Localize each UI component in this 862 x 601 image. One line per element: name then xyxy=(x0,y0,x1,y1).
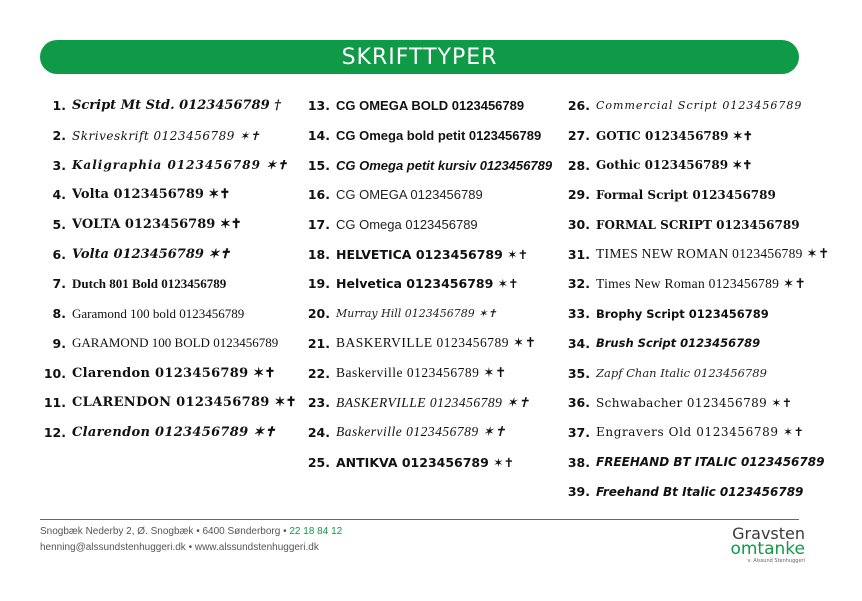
font-item-number: 39. xyxy=(567,484,590,500)
font-item-number: 16. xyxy=(307,187,330,203)
logo-line-1: Gravsten xyxy=(732,524,805,543)
company-logo xyxy=(705,524,805,564)
footer-address-line xyxy=(40,524,342,540)
font-item-sample: Garamond 100 bold 0123456789 xyxy=(72,305,245,321)
font-list-item xyxy=(304,299,564,329)
font-item-number: 17. xyxy=(307,217,330,233)
font-list-item xyxy=(304,239,564,269)
font-item-number: 26. xyxy=(567,98,590,114)
font-item-number: 29. xyxy=(567,187,590,203)
font-item-sample: Brush Script 0123456789 xyxy=(596,336,761,351)
footer xyxy=(40,524,342,556)
font-item-sample: VOLTA 0123456789 ✶✝ xyxy=(72,217,242,233)
font-item-sample: GARAMOND 100 BOLD 0123456789 xyxy=(72,335,279,351)
font-item-sample: Schwabacher 0123456789 ✶✝ xyxy=(596,395,793,410)
font-list-item xyxy=(564,150,854,180)
font-list-item xyxy=(304,121,564,151)
font-list-item xyxy=(40,329,300,359)
font-list-item xyxy=(564,299,854,329)
font-item-number: 37. xyxy=(567,424,590,440)
font-item-sample: Volta 0123456789 ✶✝ xyxy=(72,246,231,262)
font-item-sample: Dutch 801 Bold 0123456789 xyxy=(72,275,227,291)
font-item-sample: Engravers Old 0123456789 ✶✝ xyxy=(596,425,805,440)
font-item-sample: Baskerville 0123456789 ✶✝ xyxy=(336,365,507,381)
font-item-sample: Clarendon 0123456789 ✶✝ xyxy=(72,424,276,440)
font-list-item xyxy=(564,239,854,269)
font-item-sample: Times New Roman 0123456789 ✶✝ xyxy=(596,275,807,291)
page-title: SKRIFTTYPER xyxy=(341,44,498,70)
font-list-item xyxy=(564,269,854,299)
font-item-number: 27. xyxy=(567,128,590,144)
font-item-number: 13. xyxy=(307,98,330,114)
font-list-item xyxy=(304,210,564,240)
font-item-sample: GOTIC 0123456789 ✶✝ xyxy=(596,128,753,143)
font-item-number: 19. xyxy=(307,276,330,292)
font-item-sample: FORMAL SCRIPT 0123456789 xyxy=(596,217,800,232)
font-item-sample: Commercial Script 0123456789 xyxy=(596,99,803,113)
font-item-sample: TIMES NEW ROMAN 0123456789 ✶✝ xyxy=(596,246,830,262)
font-item-sample: CLARENDON 0123456789 ✶✝ xyxy=(72,395,297,411)
font-item-number: 9. xyxy=(52,335,66,351)
font-item-sample: Gothic 0123456789 ✶✝ xyxy=(596,158,753,173)
font-item-number: 22. xyxy=(307,365,330,381)
font-item-number: 21. xyxy=(307,335,330,351)
font-list-item xyxy=(564,418,854,448)
font-item-number: 24. xyxy=(307,424,330,440)
font-list-item xyxy=(40,150,300,180)
font-item-sample: CG Omega 0123456789 xyxy=(336,217,478,233)
font-list-item xyxy=(304,150,564,180)
font-list-item xyxy=(564,358,854,388)
font-item-number: 8. xyxy=(52,306,66,322)
logo-line-2: omtanke xyxy=(730,539,805,559)
font-list-item xyxy=(304,447,564,477)
font-item-sample: ANTIKVA 0123456789 ✶✝ xyxy=(336,454,515,470)
font-item-sample: BASKERVILLE 0123456789 ✶✝ xyxy=(336,335,537,351)
font-item-number: 20. xyxy=(307,306,330,322)
font-list-item xyxy=(564,180,854,210)
font-item-sample: Baskerville 0123456789 ✶✝ xyxy=(336,424,507,440)
font-list-item xyxy=(40,239,300,269)
font-list-item xyxy=(304,91,564,121)
font-list-item xyxy=(564,210,854,240)
font-item-sample: CG Omega bold petit 0123456789 xyxy=(336,128,542,144)
footer-divider xyxy=(40,519,799,520)
font-item-number: 30. xyxy=(567,217,590,233)
font-list-item xyxy=(40,180,300,210)
font-list-item xyxy=(40,121,300,151)
font-item-sample: Script Mt Std. 0123456789 † xyxy=(72,98,281,114)
font-item-number: 23. xyxy=(307,395,330,411)
font-list-item xyxy=(304,388,564,418)
font-item-sample: CG OMEGA 0123456789 xyxy=(336,187,483,203)
font-list-item xyxy=(564,91,854,121)
font-item-number: 38. xyxy=(567,454,590,470)
font-item-number: 34. xyxy=(567,335,590,351)
font-item-number: 3. xyxy=(52,157,66,173)
font-item-number: 1. xyxy=(52,98,66,114)
font-list-item xyxy=(40,269,300,299)
font-item-number: 28. xyxy=(567,157,590,173)
font-item-sample: Murray Hill 0123456789 ✶✝ xyxy=(336,307,497,321)
title-banner xyxy=(40,40,799,74)
font-list-column-3 xyxy=(564,91,854,507)
footer-phone: 22 18 84 12 xyxy=(289,526,343,537)
font-list-item xyxy=(564,477,854,507)
font-list-item xyxy=(40,299,300,329)
font-item-number: 7. xyxy=(52,276,66,292)
font-item-number: 18. xyxy=(307,246,330,262)
font-item-sample: Kaligraphia 0123456789 ✶✝ xyxy=(72,158,289,173)
font-list-item xyxy=(564,329,854,359)
font-item-number: 15. xyxy=(307,157,330,173)
font-item-number: 33. xyxy=(567,306,590,322)
font-item-number: 10. xyxy=(43,365,66,381)
font-item-sample: Skriveskrift 0123456789 ✶✝ xyxy=(72,128,261,143)
font-list-item xyxy=(564,447,854,477)
font-item-sample: Volta 0123456789 ✶✝ xyxy=(72,187,231,203)
font-list-item xyxy=(564,388,854,418)
font-item-number: 5. xyxy=(52,217,66,233)
font-item-number: 32. xyxy=(567,276,590,292)
font-item-sample: CG OMEGA BOLD 0123456789 xyxy=(336,98,525,114)
font-item-sample: Brophy Script 0123456789 xyxy=(596,306,769,321)
font-item-sample: Freehand Bt Italic 0123456789 xyxy=(596,484,804,499)
font-item-sample: Formal Script 0123456789 xyxy=(596,187,776,202)
font-list-item xyxy=(40,388,300,418)
font-item-number: 35. xyxy=(567,365,590,381)
font-item-sample: Clarendon 0123456789 ✶✝ xyxy=(72,365,276,381)
font-item-number: 12. xyxy=(43,424,66,440)
font-list-item xyxy=(304,329,564,359)
font-list-item xyxy=(40,210,300,240)
font-list-item xyxy=(40,91,300,121)
font-item-sample: Zapf Chan Italic 0123456789 xyxy=(596,366,767,381)
font-item-sample: CG Omega petit kursiv 0123456789 xyxy=(336,157,553,173)
font-item-sample: BASKERVILLE 0123456789 ✶✝ xyxy=(336,394,530,410)
font-list-item xyxy=(304,180,564,210)
font-item-number: 14. xyxy=(307,128,330,144)
font-item-number: 2. xyxy=(52,128,66,144)
font-list-item xyxy=(40,418,300,448)
font-item-number: 31. xyxy=(567,246,590,262)
font-item-number: 11. xyxy=(43,395,66,411)
font-item-number: 4. xyxy=(52,187,66,203)
font-item-number: 6. xyxy=(52,246,66,262)
font-list-item xyxy=(304,418,564,448)
font-list-item xyxy=(564,121,854,151)
font-list-item xyxy=(304,358,564,388)
footer-address: Snogbæk Nederby 2, Ø. Snogbæk • 6400 Sønderborg • xyxy=(40,526,287,537)
font-list-column-1 xyxy=(40,91,300,447)
font-item-number: 25. xyxy=(307,454,330,470)
font-item-sample: Helvetica 0123456789 ✶✝ xyxy=(336,276,519,292)
font-list-item xyxy=(304,269,564,299)
font-item-sample: HELVETICA 0123456789 ✶✝ xyxy=(336,246,529,262)
footer-contact: henning@alssundstenhuggeri.dk • www.alssundstenhuggeri.dk xyxy=(40,542,319,553)
logo-line-3: v. Alssund Stenhuggeri xyxy=(747,558,805,564)
font-list-item xyxy=(40,358,300,388)
font-item-sample: FREEHAND BT ITALIC 0123456789 xyxy=(596,455,825,470)
font-item-number: 36. xyxy=(567,395,590,411)
font-list-column-2 xyxy=(304,91,564,477)
